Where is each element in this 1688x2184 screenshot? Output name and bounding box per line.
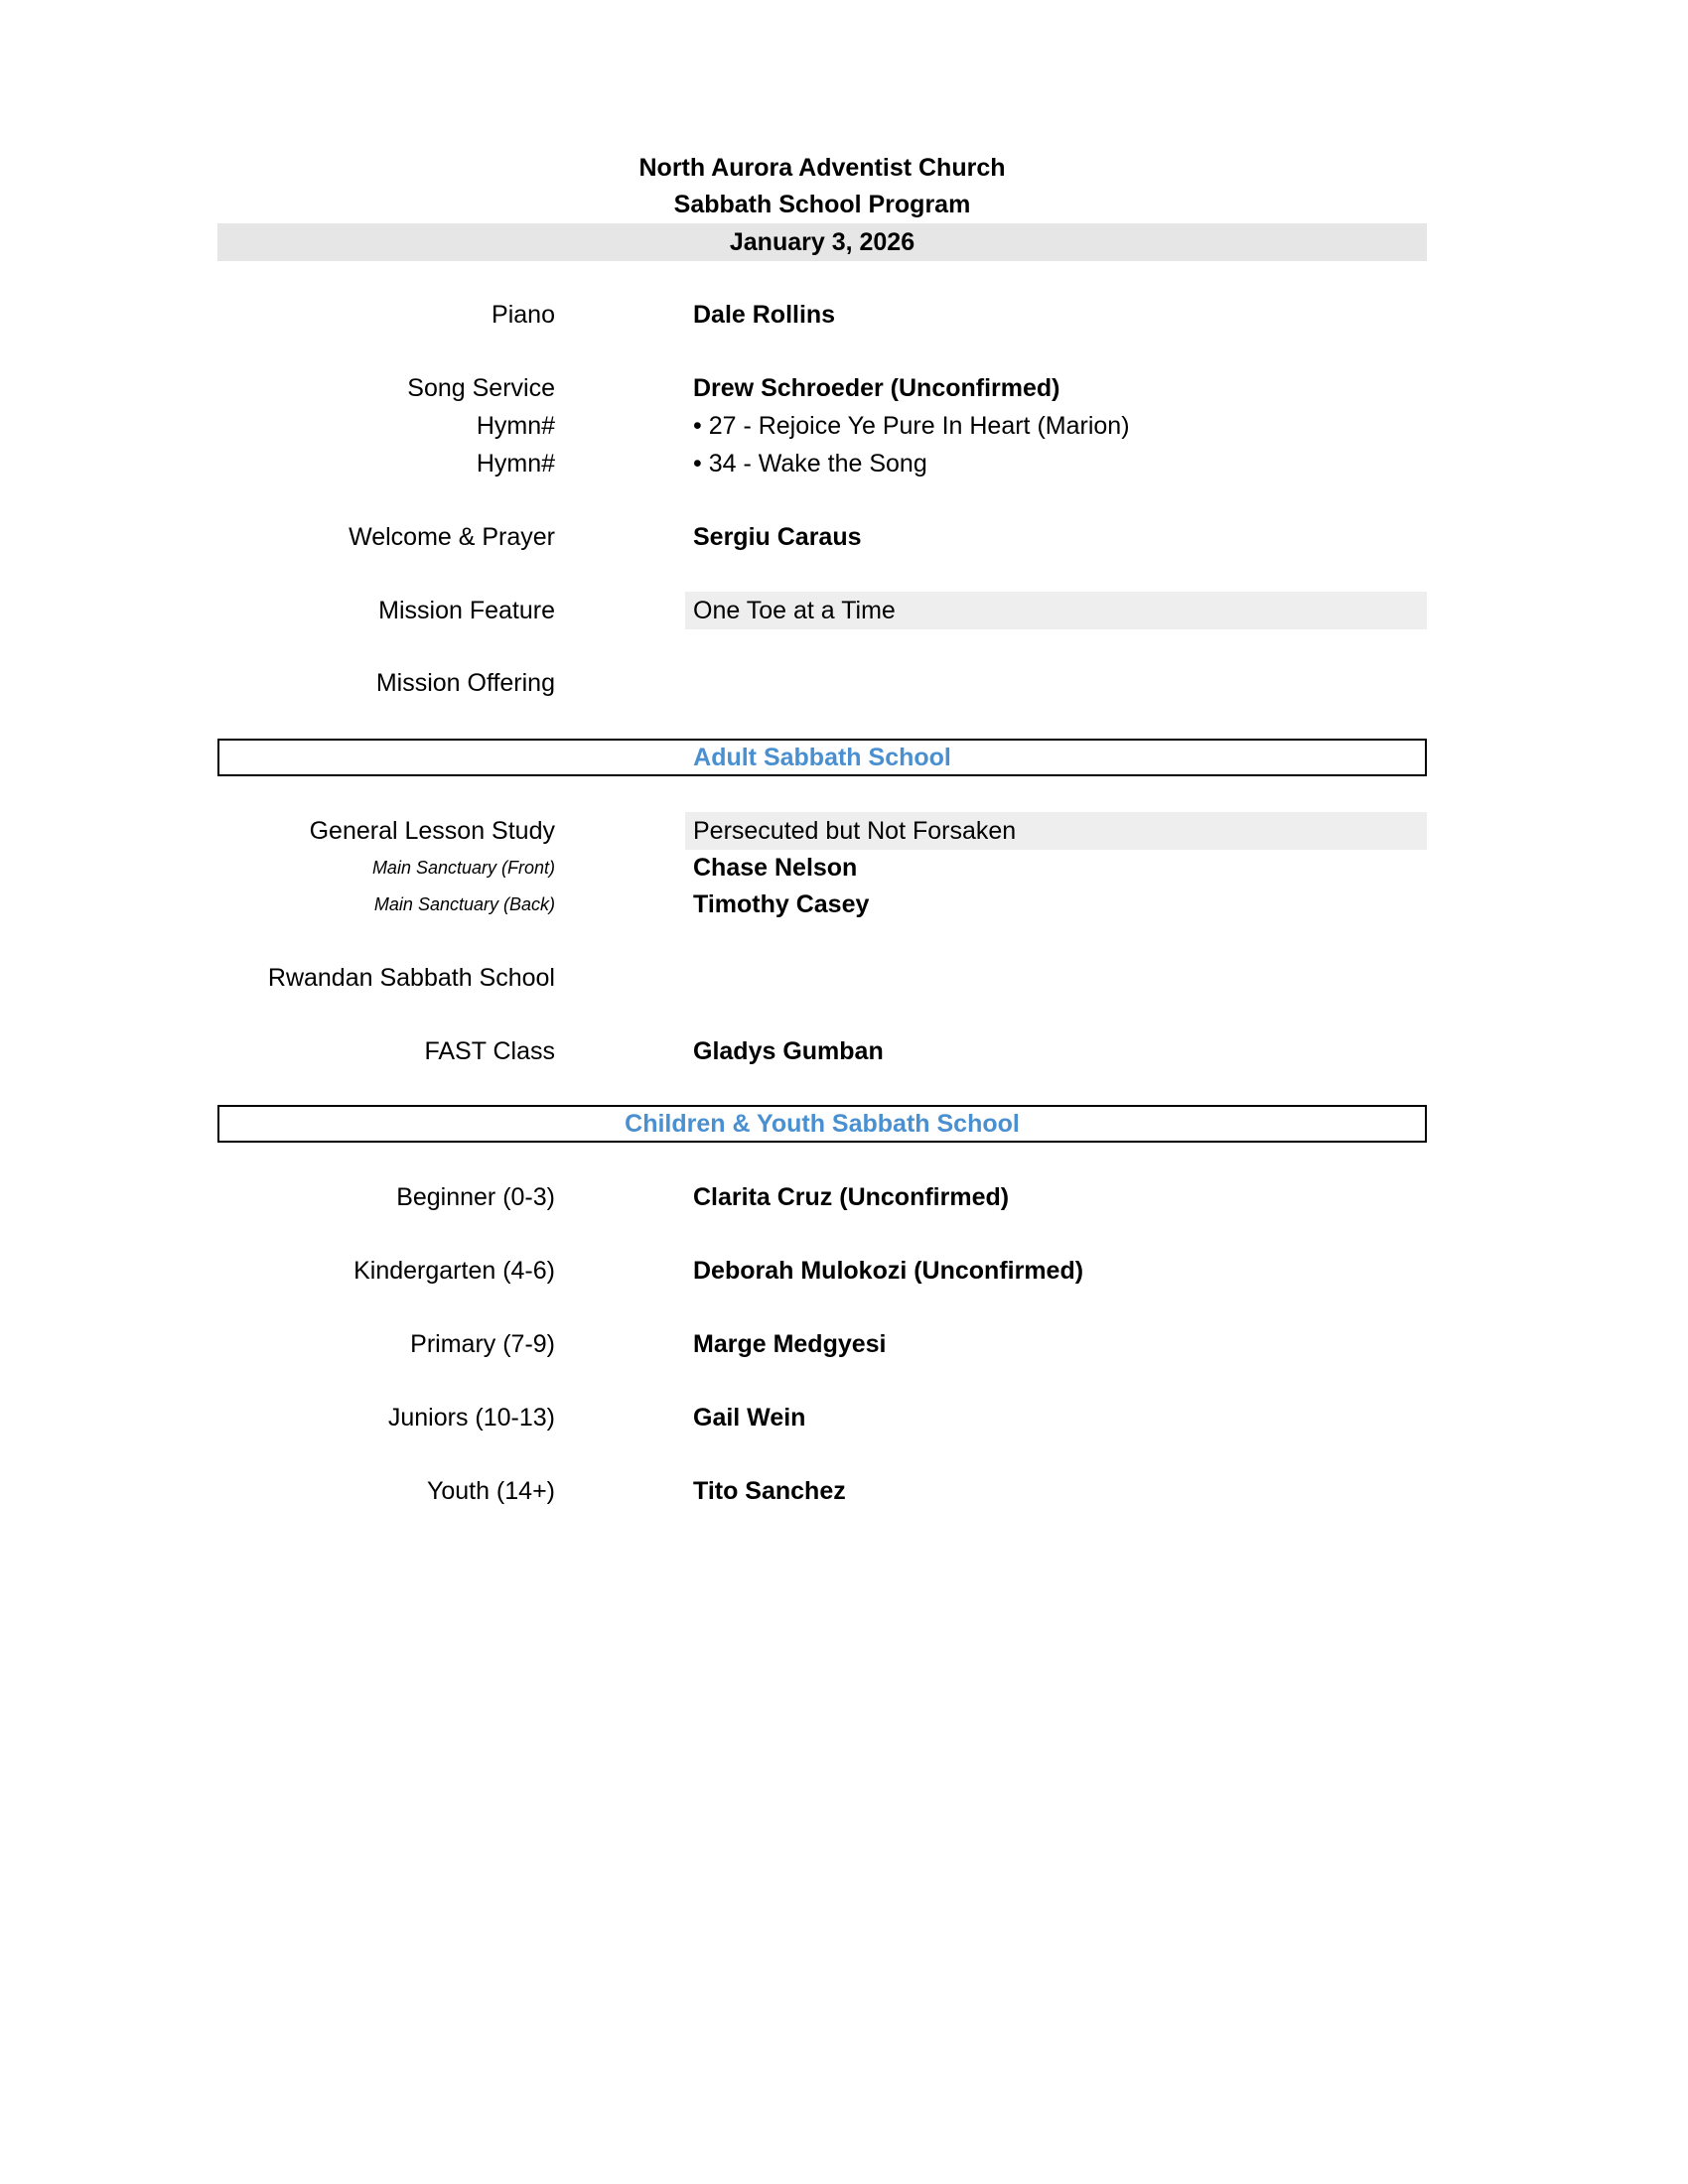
juniors-name: Gail Wein [693,1404,806,1432]
beginner-label: Beginner (0-3) [396,1183,555,1211]
kindergarten-name: Deborah Mulokozi (Unconfirmed) [693,1257,1084,1285]
adult-section-header: Adult Sabbath School [217,739,1427,776]
church-name: North Aurora Adventist Church [638,154,1006,182]
fast-class-label: FAST Class [424,1037,555,1065]
piano-name: Dale Rollins [693,301,836,329]
song-service-name: Drew Schroeder (Unconfirmed) [693,374,1060,402]
beginner-name: Clarita Cruz (Unconfirmed) [693,1183,1010,1211]
mission-feature-label: Mission Feature [378,597,555,624]
welcome-name: Sergiu Caraus [693,523,862,551]
hymn-label-2: Hymn# [476,450,555,478]
back-sanctuary-label: Main Sanctuary (Back) [373,894,555,914]
program-date: January 3, 2026 [217,223,1427,261]
mission-offering-label: Mission Offering [375,669,555,697]
mission-feature-value: One Toe at a Time [685,592,1427,629]
hymn-label-1: Hymn# [476,412,555,440]
lesson-study-value: Persecuted but Not Forsaken [685,812,1427,850]
primary-name: Marge Medgyesi [693,1330,887,1358]
kindergarten-label: Kindergarten (4-6) [353,1257,555,1285]
front-sanctuary-name: Chase Nelson [693,854,858,882]
back-sanctuary-name: Timothy Casey [693,890,870,918]
piano-label: Piano [492,301,555,329]
juniors-label: Juniors (10-13) [387,1404,555,1432]
rwandan-label: Rwandan Sabbath School [267,964,555,992]
youth-label: Youth (14+) [426,1477,555,1505]
welcome-label: Welcome & Prayer [349,523,555,551]
primary-label: Primary (7-9) [410,1330,555,1358]
hymn-1: • 27 - Rejoice Ye Pure In Heart (Marion) [693,412,1130,440]
lesson-study-label: General Lesson Study [309,817,555,845]
front-sanctuary-label: Main Sanctuary (Front) [371,858,555,878]
children-section-header: Children & Youth Sabbath School [217,1105,1427,1143]
fast-class-name: Gladys Gumban [693,1037,884,1065]
song-service-label: Song Service [407,374,555,402]
hymn-2: • 34 - Wake the Song [693,450,927,478]
youth-name: Tito Sanchez [693,1477,846,1505]
program-title: Sabbath School Program [673,191,971,218]
